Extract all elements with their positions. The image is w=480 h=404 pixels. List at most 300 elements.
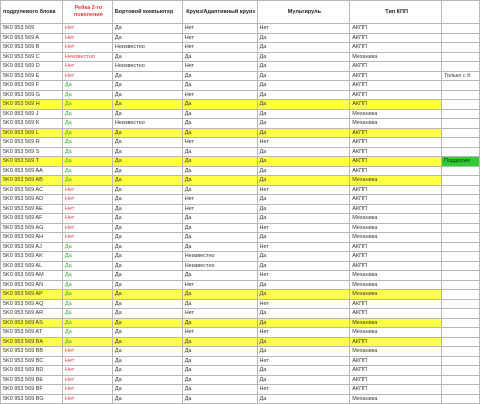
cell-bk[interactable]: Да xyxy=(112,176,182,186)
cell-rack[interactable]: Нет xyxy=(62,185,112,195)
cell-rack[interactable]: Да xyxy=(62,328,112,338)
cell-rack[interactable]: Да xyxy=(62,81,112,91)
cell-rack[interactable]: Нет xyxy=(62,366,112,376)
cell-bk[interactable]: Да xyxy=(112,233,182,243)
cell-cruise[interactable]: Да xyxy=(182,147,257,157)
cell-module[interactable]: 5K0 953 569 BA xyxy=(1,337,63,347)
cell-multi[interactable]: Нет xyxy=(257,385,350,395)
cell-bk[interactable]: Да xyxy=(112,299,182,309)
cell-cruise[interactable]: Да xyxy=(182,394,257,404)
cell-module[interactable]: 5K0 953 569 AL xyxy=(1,261,63,271)
cell-note[interactable] xyxy=(441,223,479,233)
cell-cruise[interactable]: Да xyxy=(182,176,257,186)
cell-kpp[interactable]: Механика xyxy=(350,119,442,129)
cell-bk[interactable]: Да xyxy=(112,318,182,328)
cell-module[interactable]: 5K0 953 569 AB xyxy=(1,176,63,186)
cell-multi[interactable]: Да xyxy=(257,280,350,290)
cell-bk[interactable]: Неизвестно xyxy=(112,43,182,53)
cell-bk[interactable]: Да xyxy=(112,204,182,214)
cell-kpp[interactable]: АКПП xyxy=(350,242,442,252)
header-multi[interactable]: Мультируль xyxy=(257,1,350,24)
cell-module[interactable]: 5K0 953 569 AM xyxy=(1,271,63,281)
cell-rack[interactable]: Да xyxy=(62,128,112,138)
cell-kpp[interactable]: АКПП xyxy=(350,252,442,262)
cell-kpp[interactable]: АКПП xyxy=(350,261,442,271)
cell-note[interactable] xyxy=(441,280,479,290)
cell-note[interactable] xyxy=(441,185,479,195)
cell-module[interactable]: 5K0 953 569 AA xyxy=(1,166,63,176)
cell-rack[interactable]: Нет xyxy=(62,233,112,243)
cell-bk[interactable]: Да xyxy=(112,290,182,300)
cell-note[interactable] xyxy=(441,166,479,176)
cell-module[interactable]: 5K0 953 569 AT xyxy=(1,328,63,338)
cell-kpp[interactable]: Механика xyxy=(350,52,442,62)
cell-multi[interactable]: Да xyxy=(257,147,350,157)
cell-cruise[interactable]: Да xyxy=(182,375,257,385)
cell-multi[interactable]: Да xyxy=(257,309,350,319)
cell-cruise[interactable]: Неизвестно xyxy=(182,252,257,262)
cell-cruise[interactable]: Да xyxy=(182,81,257,91)
cell-module[interactable]: 5K0 953 569 xyxy=(1,24,63,34)
cell-note[interactable] xyxy=(441,138,479,148)
cell-note[interactable]: Только с К xyxy=(441,71,479,81)
cell-multi[interactable]: Да xyxy=(257,214,350,224)
cell-module[interactable]: 5K0 953 569 L xyxy=(1,128,63,138)
cell-note[interactable] xyxy=(441,233,479,243)
header-extra[interactable] xyxy=(441,1,479,24)
cell-multi[interactable]: Да xyxy=(257,43,350,53)
cell-cruise[interactable]: Нет xyxy=(182,33,257,43)
cell-note[interactable] xyxy=(441,24,479,34)
cell-kpp[interactable]: АКПП xyxy=(350,157,442,167)
cell-note[interactable] xyxy=(441,252,479,262)
cell-module[interactable]: 5K0 953 569 AJ xyxy=(1,242,63,252)
cell-module[interactable]: 5K0 953 569 A xyxy=(1,33,63,43)
cell-note[interactable] xyxy=(441,52,479,62)
cell-rack[interactable]: Нет xyxy=(62,71,112,81)
cell-multi[interactable]: Да xyxy=(257,195,350,205)
cell-kpp[interactable]: Механика xyxy=(350,109,442,119)
header-module[interactable]: подрулевого блока xyxy=(1,1,63,24)
cell-cruise[interactable]: Да xyxy=(182,128,257,138)
cell-bk[interactable]: Да xyxy=(112,157,182,167)
cell-multi[interactable]: Нет xyxy=(257,185,350,195)
cell-cruise[interactable]: Нет xyxy=(182,309,257,319)
cell-multi[interactable]: Да xyxy=(257,261,350,271)
table-row xyxy=(1,90,480,100)
cell-kpp[interactable]: АКПП xyxy=(350,356,442,366)
cell-kpp[interactable]: АКПП xyxy=(350,375,442,385)
cell-cruise[interactable]: Да xyxy=(182,271,257,281)
cell-multi[interactable]: Да xyxy=(257,100,350,110)
cell-note[interactable] xyxy=(441,176,479,186)
cell-note[interactable] xyxy=(441,328,479,338)
cell-module[interactable]: 5K0 953 569 B xyxy=(1,43,63,53)
cell-kpp[interactable]: Механика xyxy=(350,233,442,243)
cell-rack[interactable]: Да xyxy=(62,309,112,319)
cell-multi[interactable]: Да xyxy=(257,33,350,43)
cell-note[interactable] xyxy=(441,43,479,53)
cell-cruise[interactable]: Да xyxy=(182,242,257,252)
cell-cruise[interactable]: Да xyxy=(182,157,257,167)
cell-module[interactable]: 5K0 953 569 BG xyxy=(1,394,63,404)
cell-kpp[interactable]: АКПП xyxy=(350,366,442,376)
cell-note[interactable] xyxy=(441,214,479,224)
table-row xyxy=(1,366,480,376)
cell-cruise[interactable]: Да xyxy=(182,233,257,243)
cell-note[interactable] xyxy=(441,100,479,110)
cell-kpp[interactable]: Механика xyxy=(350,328,442,338)
cell-module[interactable]: 5K0 953 569 AQ xyxy=(1,299,63,309)
cell-rack[interactable]: Да xyxy=(62,318,112,328)
cell-bk[interactable]: Да xyxy=(112,385,182,395)
cell-multi[interactable]: Нет xyxy=(257,271,350,281)
cell-multi[interactable]: Да xyxy=(257,81,350,91)
cell-bk[interactable]: Да xyxy=(112,214,182,224)
cell-multi[interactable]: Нет xyxy=(257,299,350,309)
cell-bk[interactable]: Да xyxy=(112,195,182,205)
cell-note[interactable] xyxy=(441,90,479,100)
cell-note[interactable] xyxy=(441,242,479,252)
cell-bk[interactable]: Да xyxy=(112,337,182,347)
cell-kpp[interactable]: АКПП xyxy=(350,90,442,100)
cell-bk[interactable]: Да xyxy=(112,252,182,262)
cell-kpp[interactable]: АКПП xyxy=(350,195,442,205)
cell-note[interactable] xyxy=(441,299,479,309)
cell-rack[interactable]: Да xyxy=(62,337,112,347)
cell-module[interactable]: 5K0 953 569 BF xyxy=(1,385,63,395)
cell-cruise[interactable]: Нет xyxy=(182,62,257,72)
cell-cruise[interactable]: Неизвестно xyxy=(182,261,257,271)
cell-bk[interactable]: Да xyxy=(112,261,182,271)
cell-module[interactable]: 5K0 953 569 AF xyxy=(1,214,63,224)
cell-multi[interactable]: Да xyxy=(257,337,350,347)
cell-bk[interactable]: Да xyxy=(112,100,182,110)
cell-note[interactable] xyxy=(441,375,479,385)
cell-multi[interactable]: Да xyxy=(257,166,350,176)
cell-kpp[interactable]: АКПП xyxy=(350,100,442,110)
cell-kpp[interactable]: Механика xyxy=(350,290,442,300)
cell-module[interactable]: 5K0 953 569 AG xyxy=(1,223,63,233)
cell-module[interactable]: 5K0 953 569 AK xyxy=(1,252,63,262)
cell-note[interactable] xyxy=(441,290,479,300)
cell-bk[interactable]: Да xyxy=(112,394,182,404)
cell-bk[interactable]: Да xyxy=(112,71,182,81)
cell-kpp[interactable]: АКПП xyxy=(350,147,442,157)
cell-module[interactable]: 5K0 953 569 S xyxy=(1,147,63,157)
cell-kpp[interactable]: Механика xyxy=(350,394,442,404)
cell-kpp[interactable]: Механика xyxy=(350,214,442,224)
cell-multi[interactable]: Да xyxy=(257,52,350,62)
header-rack[interactable]: Рейка 2-го поколения xyxy=(62,1,112,24)
cell-multi[interactable]: Да xyxy=(257,394,350,404)
cell-multi[interactable]: Нет xyxy=(257,24,350,34)
cell-cruise[interactable]: Да xyxy=(182,185,257,195)
cell-multi[interactable]: Да xyxy=(257,157,350,167)
cell-cruise[interactable]: Да xyxy=(182,318,257,328)
cell-rack[interactable]: Нет xyxy=(62,347,112,357)
cell-module[interactable]: 5K0 953 569 BC xyxy=(1,356,63,366)
cell-bk[interactable]: Да xyxy=(112,147,182,157)
cell-bk[interactable]: Да xyxy=(112,90,182,100)
cell-cruise[interactable]: Нет xyxy=(182,43,257,53)
cell-bk[interactable]: Да xyxy=(112,185,182,195)
cell-rack[interactable]: Да xyxy=(62,119,112,129)
cell-multi[interactable]: Нет xyxy=(257,223,350,233)
cell-module[interactable]: 5K0 953 569 D xyxy=(1,62,63,72)
cell-note[interactable] xyxy=(441,337,479,347)
table-row xyxy=(1,147,480,157)
cell-kpp[interactable]: АКПП xyxy=(350,204,442,214)
cell-module[interactable]: 5K0 953 569 T xyxy=(1,157,63,167)
cell-cruise[interactable]: Да xyxy=(182,71,257,81)
cell-cruise[interactable]: Да xyxy=(182,290,257,300)
cell-bk[interactable]: Да xyxy=(112,52,182,62)
cell-bk[interactable]: Да xyxy=(112,223,182,233)
cell-rack[interactable]: Нет xyxy=(62,204,112,214)
cell-rack[interactable]: Да xyxy=(62,100,112,110)
cell-multi[interactable]: Да xyxy=(257,252,350,262)
cell-module[interactable]: 5K0 953 569 H xyxy=(1,100,63,110)
cell-module[interactable]: 5K0 953 569 J xyxy=(1,109,63,119)
table-body xyxy=(1,24,480,404)
cell-rack[interactable]: Нет xyxy=(62,214,112,224)
table-row xyxy=(1,271,480,281)
cell-cruise[interactable]: Нет xyxy=(182,328,257,338)
cell-multi[interactable]: Нет xyxy=(257,138,350,148)
cell-rack[interactable]: Да xyxy=(62,261,112,271)
cell-kpp[interactable]: Механика xyxy=(350,347,442,357)
cell-rack[interactable]: Нет xyxy=(62,356,112,366)
cell-module[interactable]: 5K0 953 569 K xyxy=(1,119,63,129)
table-row xyxy=(1,242,480,252)
cell-kpp[interactable]: Механика xyxy=(350,223,442,233)
cell-multi[interactable]: Да xyxy=(257,71,350,81)
cell-note[interactable] xyxy=(441,81,479,91)
cell-kpp[interactable]: АКПП xyxy=(350,71,442,81)
cell-kpp[interactable]: АКПП xyxy=(350,309,442,319)
cell-cruise[interactable]: Да xyxy=(182,109,257,119)
cell-cruise[interactable]: Нет xyxy=(182,280,257,290)
cell-module[interactable]: 5K0 953 569 BE xyxy=(1,375,63,385)
cell-module[interactable]: 5K0 953 569 BD xyxy=(1,366,63,376)
cell-rack[interactable]: Нет xyxy=(62,62,112,72)
cell-multi[interactable]: Да xyxy=(257,375,350,385)
cell-note[interactable] xyxy=(441,394,479,404)
cell-cruise[interactable]: Нет xyxy=(182,90,257,100)
cell-bk[interactable]: Да xyxy=(112,138,182,148)
cell-bk[interactable]: Да xyxy=(112,109,182,119)
cell-rack[interactable]: Да xyxy=(62,176,112,186)
cell-kpp[interactable]: Механика xyxy=(350,271,442,281)
cell-rack[interactable]: Нет xyxy=(62,33,112,43)
cell-note[interactable] xyxy=(441,119,479,129)
cell-rack[interactable]: Нет xyxy=(62,375,112,385)
cell-cruise[interactable]: Да xyxy=(182,385,257,395)
cell-kpp[interactable]: АКПП xyxy=(350,128,442,138)
cell-cruise[interactable]: Нет xyxy=(182,24,257,34)
cell-rack[interactable]: Да xyxy=(62,252,112,262)
cell-bk[interactable]: Да xyxy=(112,271,182,281)
cell-multi[interactable]: Да xyxy=(257,119,350,129)
cell-cruise[interactable]: Нет xyxy=(182,138,257,148)
cell-cruise[interactable]: Да xyxy=(182,100,257,110)
cell-bk[interactable]: Да xyxy=(112,366,182,376)
cell-bk[interactable]: Да xyxy=(112,375,182,385)
cell-note[interactable] xyxy=(441,261,479,271)
cell-note[interactable] xyxy=(441,33,479,43)
cell-rack[interactable]: Да xyxy=(62,147,112,157)
cell-multi[interactable]: Да xyxy=(257,366,350,376)
header-kpp[interactable]: Тип КПП xyxy=(350,1,442,24)
cell-kpp[interactable]: Механика xyxy=(350,280,442,290)
cell-module[interactable]: 5K0 953 569 G xyxy=(1,90,63,100)
cell-cruise[interactable]: Да xyxy=(182,299,257,309)
cell-bk[interactable]: Да xyxy=(112,328,182,338)
cell-kpp[interactable]: АКПП xyxy=(350,385,442,395)
cell-module[interactable]: 5K0 953 569 AD xyxy=(1,195,63,205)
cell-bk[interactable]: Да xyxy=(112,280,182,290)
cell-bk[interactable]: Да xyxy=(112,309,182,319)
cell-module[interactable]: 5K0 953 569 AH xyxy=(1,233,63,243)
cell-cruise[interactable]: Да xyxy=(182,119,257,129)
cell-rack[interactable]: Да xyxy=(62,290,112,300)
table-row xyxy=(1,309,480,319)
cell-multi[interactable]: Да xyxy=(257,90,350,100)
cell-kpp[interactable]: АКПП xyxy=(350,81,442,91)
cell-bk[interactable]: Да xyxy=(112,242,182,252)
cell-module[interactable]: 5K0 953 569 AN xyxy=(1,280,63,290)
table-row xyxy=(1,24,480,34)
cell-bk[interactable]: Да xyxy=(112,166,182,176)
cell-multi[interactable]: Да xyxy=(257,204,350,214)
cell-module[interactable]: 5K0 953 569 F xyxy=(1,81,63,91)
cell-rack[interactable]: Нет xyxy=(62,223,112,233)
cell-multi[interactable]: Да xyxy=(257,318,350,328)
cell-kpp[interactable]: АКПП xyxy=(350,62,442,72)
cell-cruise[interactable]: Нет xyxy=(182,204,257,214)
cell-kpp[interactable]: АКПП xyxy=(350,185,442,195)
cell-cruise[interactable]: Да xyxy=(182,366,257,376)
cell-note[interactable] xyxy=(441,204,479,214)
cell-kpp[interactable]: Механика xyxy=(350,318,442,328)
cell-bk[interactable]: Неизвестно xyxy=(112,119,182,129)
cell-module[interactable]: 5K0 953 569 R xyxy=(1,138,63,148)
cell-multi[interactable]: Да xyxy=(257,290,350,300)
header-bk[interactable]: Бортовой компьютер xyxy=(112,1,182,24)
cell-kpp[interactable]: Механика xyxy=(350,176,442,186)
cell-module[interactable]: 5K0 953 569 C xyxy=(1,52,63,62)
header-cruise[interactable]: Круиз/Адаптивный круиз xyxy=(182,1,257,24)
cell-multi[interactable]: Да xyxy=(257,109,350,119)
cell-module[interactable]: 5K0 953 569 AR xyxy=(1,309,63,319)
cell-cruise[interactable]: Да xyxy=(182,356,257,366)
cell-module[interactable]: 5K0 953 569 BB xyxy=(1,347,63,357)
cell-note[interactable] xyxy=(441,318,479,328)
table-row xyxy=(1,375,480,385)
cell-note[interactable] xyxy=(441,385,479,395)
cell-kpp[interactable]: АКПП xyxy=(350,299,442,309)
cell-kpp[interactable]: АКПП xyxy=(350,166,442,176)
cell-module[interactable]: 5K0 953 569 AP xyxy=(1,290,63,300)
cell-multi[interactable]: Да xyxy=(257,128,350,138)
cell-note[interactable] xyxy=(441,109,479,119)
cell-bk[interactable]: Да xyxy=(112,24,182,34)
cell-bk[interactable]: Да xyxy=(112,33,182,43)
cell-rack[interactable]: Да xyxy=(62,138,112,148)
cell-rack[interactable]: Нет xyxy=(62,43,112,53)
cell-kpp[interactable]: АКПП xyxy=(350,337,442,347)
cell-note[interactable]: Поддержи xyxy=(441,157,479,167)
cell-cruise[interactable]: Да xyxy=(182,52,257,62)
cell-cruise[interactable]: Да xyxy=(182,166,257,176)
cell-cruise[interactable]: Нет xyxy=(182,195,257,205)
cell-cruise[interactable]: Да xyxy=(182,223,257,233)
cell-rack[interactable]: Да xyxy=(62,271,112,281)
cell-multi[interactable]: Да xyxy=(257,176,350,186)
cell-kpp[interactable]: АКПП xyxy=(350,33,442,43)
cell-note[interactable] xyxy=(441,356,479,366)
cell-rack[interactable]: Да xyxy=(62,109,112,119)
table-row xyxy=(1,214,480,224)
cell-multi[interactable]: Нет xyxy=(257,328,350,338)
cell-kpp[interactable]: АКПП xyxy=(350,138,442,148)
cell-rack[interactable]: Неизвестно xyxy=(62,52,112,62)
cell-rack[interactable]: Да xyxy=(62,242,112,252)
cell-rack[interactable]: Нет xyxy=(62,24,112,34)
cell-kpp[interactable]: АКПП xyxy=(350,43,442,53)
cell-multi[interactable]: Да xyxy=(257,233,350,243)
cell-module[interactable]: 5K0 953 569 AC xyxy=(1,185,63,195)
cell-rack[interactable]: Нет xyxy=(62,385,112,395)
cell-note[interactable] xyxy=(441,271,479,281)
cell-note[interactable] xyxy=(441,366,479,376)
cell-bk[interactable]: Неизвестно xyxy=(112,62,182,72)
cell-bk[interactable]: Да xyxy=(112,356,182,366)
cell-bk[interactable]: Да xyxy=(112,347,182,357)
cell-note[interactable] xyxy=(441,128,479,138)
cell-rack[interactable]: Нет xyxy=(62,394,112,404)
table-row xyxy=(1,128,480,138)
cell-multi[interactable]: Да xyxy=(257,347,350,357)
cell-multi[interactable]: Нет xyxy=(257,242,350,252)
cell-rack[interactable]: Да xyxy=(62,299,112,309)
cell-rack[interactable]: Да xyxy=(62,90,112,100)
cell-note[interactable] xyxy=(441,147,479,157)
table-row xyxy=(1,385,480,395)
cell-note[interactable] xyxy=(441,309,479,319)
cell-note[interactable] xyxy=(441,62,479,72)
cell-multi[interactable]: Да xyxy=(257,62,350,72)
cell-module[interactable]: 5K0 953 569 E xyxy=(1,71,63,81)
cell-rack[interactable]: Да xyxy=(62,166,112,176)
cell-rack[interactable]: Да xyxy=(62,157,112,167)
cell-rack[interactable]: Да xyxy=(62,280,112,290)
cell-bk[interactable]: Да xyxy=(112,128,182,138)
table-row xyxy=(1,356,480,366)
cell-module[interactable]: 5K0 953 569 AS xyxy=(1,318,63,328)
cell-note[interactable] xyxy=(441,195,479,205)
cell-cruise[interactable]: Да xyxy=(182,347,257,357)
cell-rack[interactable]: Нет xyxy=(62,195,112,205)
cell-kpp[interactable]: АКПП xyxy=(350,24,442,34)
cell-note[interactable] xyxy=(441,347,479,357)
cell-module[interactable]: 5K0 953 569 AE xyxy=(1,204,63,214)
cell-cruise[interactable]: Да xyxy=(182,337,257,347)
cell-cruise[interactable]: Да xyxy=(182,214,257,224)
cell-multi[interactable]: Нет xyxy=(257,356,350,366)
cell-bk[interactable]: Да xyxy=(112,81,182,91)
